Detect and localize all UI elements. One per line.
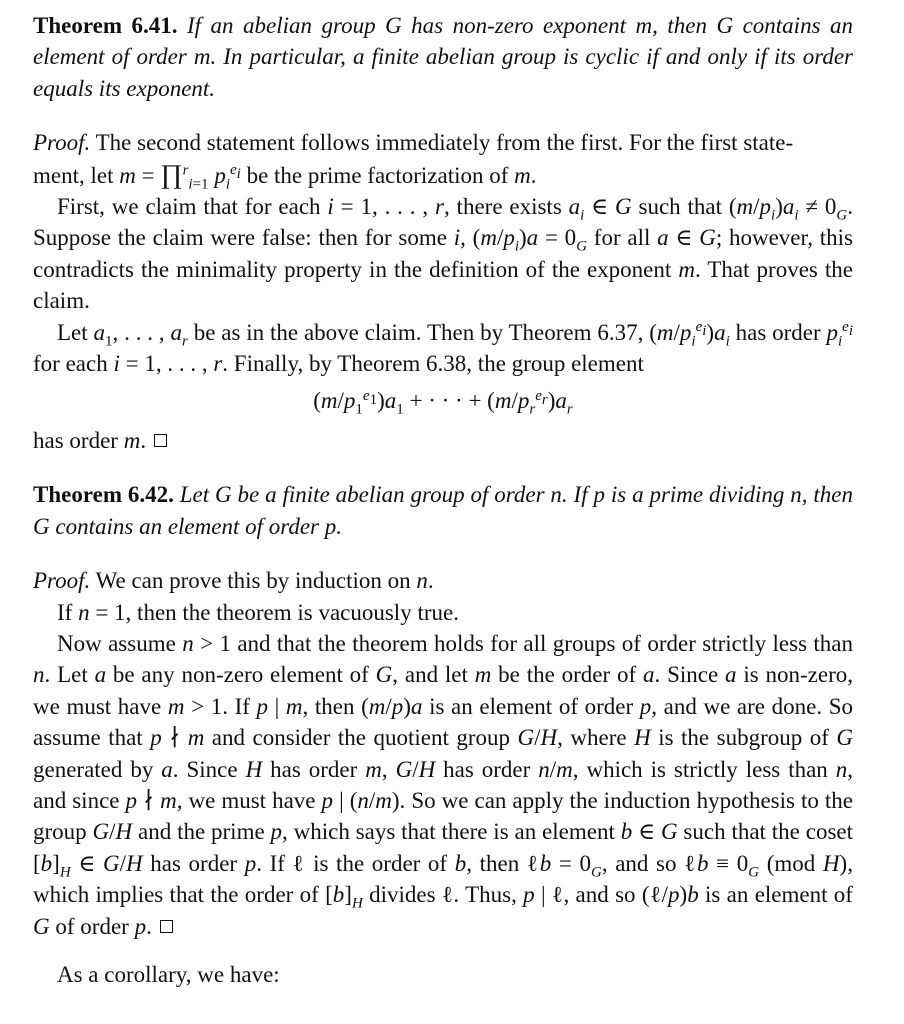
proof-6-41-para-2: First, we claim that for each i = 1, . . . , r, there exists $a_i$ ∈ G such that $(m/p_i)a_i \ne 0_G$. Suppose the claim were false: then for some i, $(m/p_i)a = 0_G$ for all a ∈ G; however, this contradicts the minimality property in the definition of the exponent m. That proves the claim.	[33, 194, 853, 314]
proof-6-41-conclusion: has order m.	[33, 425, 853, 456]
theorem-label: Theorem 6.42.	[33, 482, 174, 508]
proof-6-41-para-1: Proof. The second statement follows immediately from the first. For the first state- ment, let m = ∏$^r_{i=1}$ $p_i^{e_i}$ be the prime factorization of m.	[33, 130, 794, 193]
proof-6-41-para-3: Let $a_1$, . . . , $a_r$ be as in the above claim. Then by Theorem 6.37, $(m/p_i^{e_i})a_i$ has order $p_i^{e_i}$ for each i = 1, . . . , r. Finally, by Theorem 6.38, the group element	[33, 319, 854, 377]
proof-label: Proof.	[33, 568, 91, 594]
corollary-intro: As a corollary, we have:	[57, 961, 280, 987]
display-equation: $(m/p_1^{e_1})a_1$ + · · · + $(m/p_r^{e_r})a_r$	[313, 387, 573, 419]
page	[33, 10, 853, 990]
proof-6-42-para-1: Proof. We can prove this by induction on n.	[33, 568, 434, 594]
qed-box-icon	[160, 920, 173, 933]
qed-box-icon	[154, 434, 167, 447]
theorem-label: Theorem 6.41.	[33, 13, 178, 38]
proof-6-42-para-2: If n = 1, then the theorem is vacuously true.	[57, 599, 459, 625]
theorem-6-41: Theorem 6.41. If an abelian group G has non-zero exponent m, then G contains an element of order m. In particular, a finite abelian group is cyclic if and only if its order equals its exponent.	[33, 13, 853, 101]
proof-label: Proof.	[33, 130, 91, 156]
theorem-6-42: Theorem 6.42. Let G be a finite abelian group of order n. If p is a prime dividing n, then G contains an element of order p.	[33, 482, 853, 539]
proof-6-42-para-3: Now assume n > 1 and that the theorem holds for all groups of order strictly less than n. Let a be any non-zero element of G, and let m be the order of a. Since a is non-zero, we must have m > 1. If p | m, then (m/p)a is an element of order p, and we are done. So assume that p ∤ m and consider the quotient group G/H, where H is the subgroup of G generated by a. Since H has order m, G/H has order n/m, which is strictly less than n, and since p ∤ m, we must have p | (n/m). So we can apply the induction hypothesis to the group G/H and the prime p, which says that there is an element b ∈ G such that the coset $[b]_H$ ∈ G/H has order p. If ℓ is the order of b, then ℓb = $0_G$, and so ℓb ≡ $0_G$ (mod H), which implies that the order of $[b]_H$ divides ℓ. Thus, p | ℓ, and so (ℓ/p)b is an element of G of order p.	[33, 630, 854, 939]
